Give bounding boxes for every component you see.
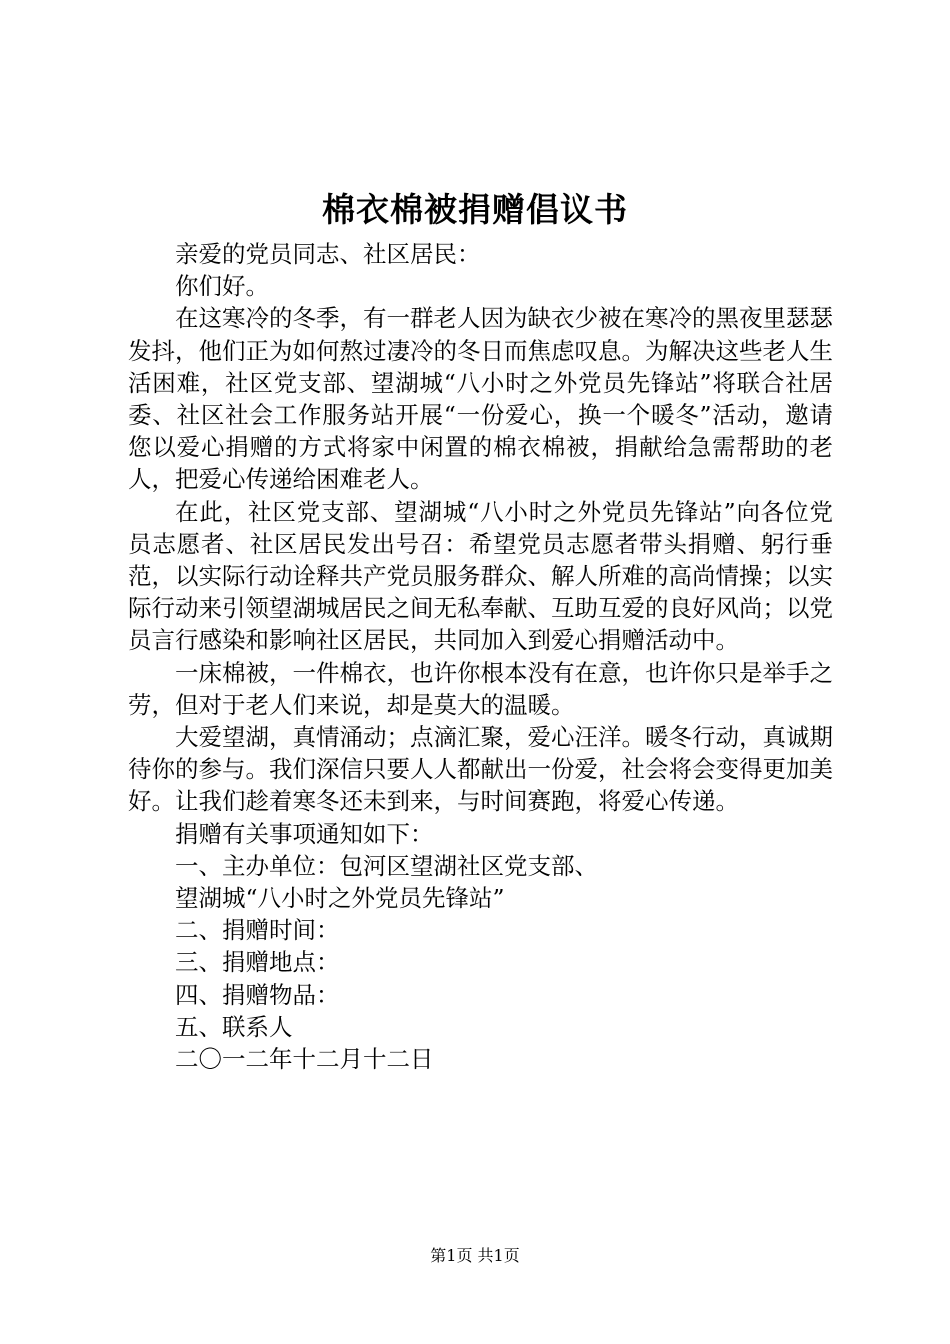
item-organizer: 一、主办单位：包河区望湖社区党支部、 (175, 851, 598, 880)
document-date: 二〇一二年十二月十二日 (175, 1045, 434, 1074)
paragraph-4: 大爱望湖，真情涌动；点滴汇聚，爱心汪洋。暖冬行动，真诚期待你的参与。我们深信只要人人都献出一份爱，社会将会变得更加美好。让我们趁着寒冬还未到来，与时间赛跑，将爱心传递。 (128, 723, 833, 816)
item-organizer-cont: 望湖城“八小时之外党员先锋站” (175, 884, 505, 913)
salutation: 亲爱的党员同志、社区居民： (175, 240, 481, 268)
paragraph-1: 在这寒冷的冬季，有一群老人因为缺衣少被在寒冷的黑夜里瑟瑟发抖，他们正为如何熬过凄冷的冬日而焦虑叹息。为解决这些老人生活困难，社区党支部、望湖城“八小时之外党员先锋站”将联合社居委、社区社会工作服务站开展“一份爱心，换一个暖冬”活动，邀请您以爱心捐赠的方式将家中闲置的棉衣棉被，捐献给急需帮助的老人，把爱心传递给困难老人。 (128, 304, 833, 494)
page-number-current: 第1页 (430, 1246, 473, 1265)
document-body (128, 238, 833, 1075)
item-time: 二、捐赠时间： (175, 916, 340, 945)
page-number-total: 共1页 (477, 1246, 520, 1265)
paragraph-2: 在此，社区党支部、望湖城“八小时之外党员先锋站”向各位党员志愿者、社区居民发出号召：希望党员志愿者带头捐赠、躬行垂范，以实际行动诠释共产党员服务群众、解人所难的高尚情操；以实际行动来引领望湖城居民之间无私奉献、互助互爱的良好风尚；以党员言行感染和影响社区居民，共同加入到爱心捐赠活动中。 (128, 497, 833, 655)
page-footer (0, 1244, 950, 1268)
item-location: 三、捐赠地点： (175, 948, 340, 977)
notice-intro: 捐赠有关事项通知如下： (175, 819, 434, 848)
document-title: 棉衣棉被捐赠倡议书 (322, 190, 628, 229)
greeting: 你们好。 (175, 272, 269, 301)
item-goods: 四、捐赠物品： (175, 980, 340, 1009)
paragraph-3: 一床棉被，一件棉衣，也许你根本没有在意，也许你只是举手之劳，但对于老人们来说，却是莫大的温暖。 (128, 658, 833, 719)
item-contact: 五、联系人 (175, 1012, 293, 1041)
